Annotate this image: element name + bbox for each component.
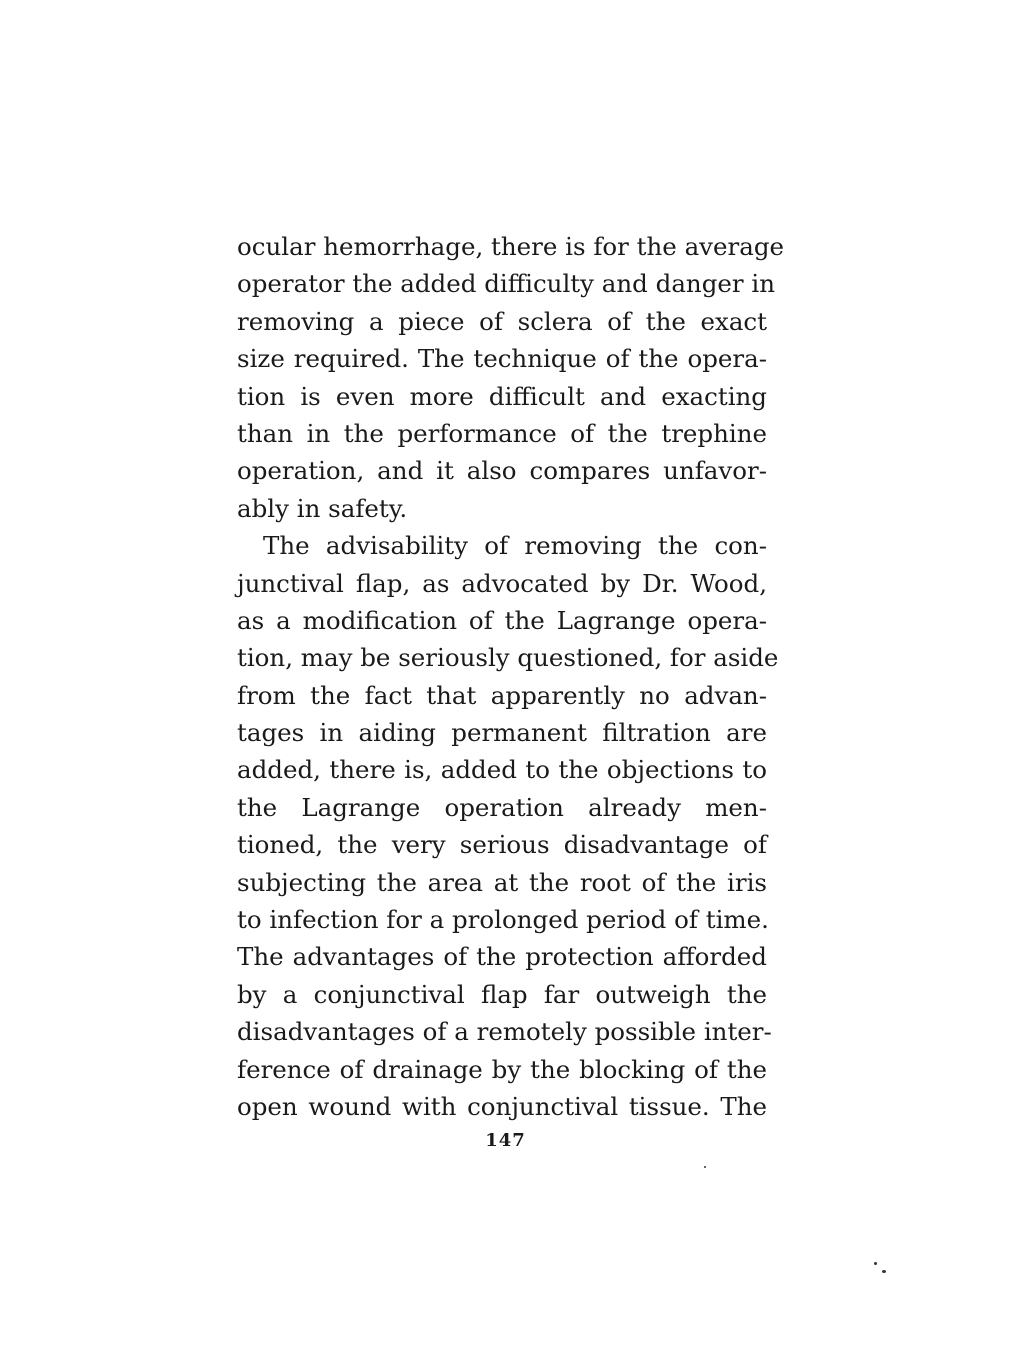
text-line-paragraph-end: ably in safety. (237, 493, 408, 523)
text-line: ocular hemorrhage, there is for the average (237, 232, 785, 261)
text-line: tion, may be seriously questioned, for aside (237, 643, 779, 673)
text-line: tioned, the very serious disadvantage of (237, 830, 767, 860)
scan-speck (704, 1166, 706, 1168)
text-line: the Lagrange operation already men- (237, 792, 767, 822)
text-line: from the fact that apparently no advan- (237, 680, 767, 710)
text-line: junctival flap, as advocated by Dr. Wood, (237, 568, 767, 598)
text-line: removing a piece of sclera of the exact (237, 306, 767, 336)
scan-speck (882, 1270, 886, 1273)
text-line: The advantages of the protection afforded (237, 942, 767, 972)
text-line: operator the added difficulty and danger in (237, 269, 775, 299)
text-line: subjecting the area at the root of the iris (237, 867, 767, 897)
text-line: disadvantages of a remotely possible inter- (237, 1017, 772, 1047)
text-line: by a conjunctival flap far outweigh the (237, 979, 767, 1009)
text-line: ference of drainage by the blocking of the (237, 1054, 767, 1084)
text-line: as a modification of the Lagrange opera- (237, 605, 767, 635)
text-line: to infection for a prolonged period of time. (237, 905, 769, 935)
text-line: tion is even more difficult and exacting (237, 381, 767, 411)
body-text (237, 228, 785, 1125)
text-line: tages in aiding permanent filtration are (237, 718, 767, 748)
text-line-paragraph-start: The advisability of removing the con- (263, 531, 767, 561)
text-line: added, there is, added to the objections to (237, 755, 767, 785)
text-line: operation, and it also compares unfavor- (237, 456, 767, 486)
page-number: 147 (485, 1130, 526, 1151)
scan-speck (874, 1262, 877, 1265)
text-line: open wound with conjunctival tissue. The (237, 1091, 767, 1121)
text-line: size required. The technique of the opera- (237, 344, 767, 374)
text-line: than in the performance of the trephine (237, 418, 767, 448)
